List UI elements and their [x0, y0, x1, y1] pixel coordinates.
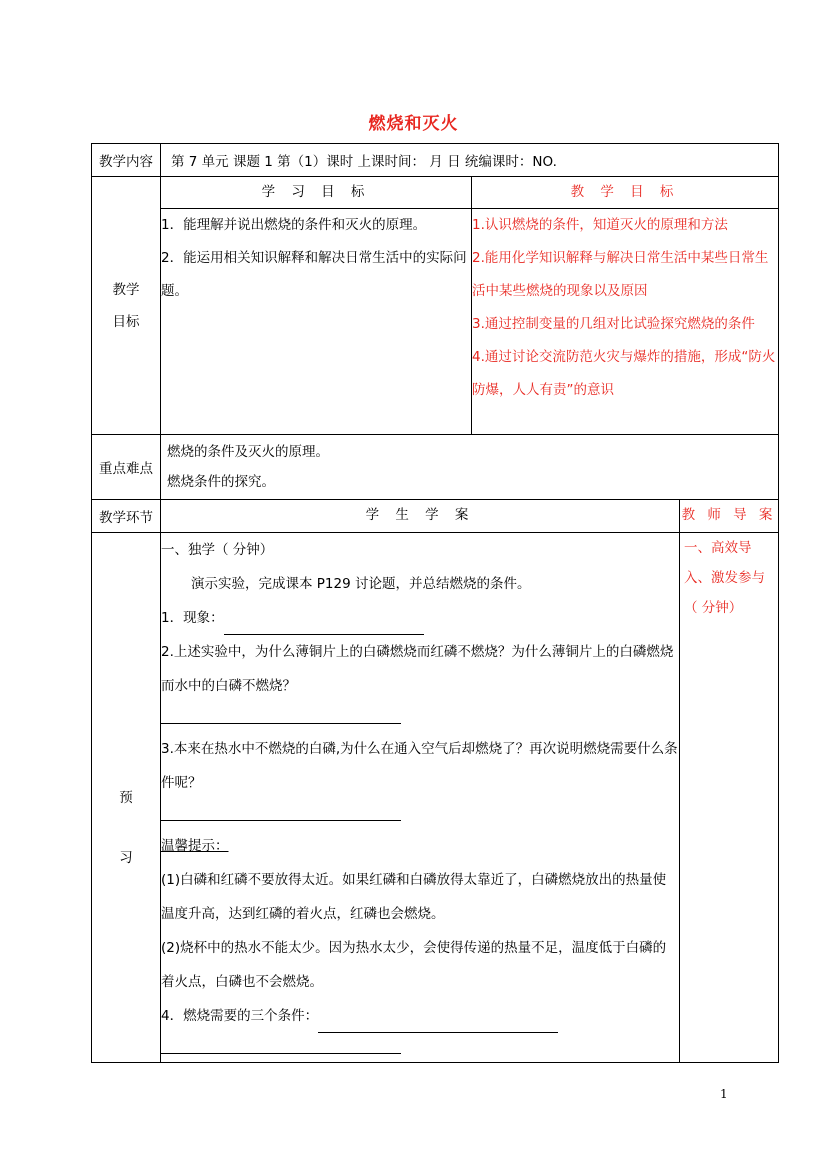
question-3: 3.本来在热水中不燃烧的白磷,为什么在通入空气后却燃烧了？再次说明燃烧需要什么条件呢？	[161, 741, 678, 791]
lesson-table	[91, 143, 779, 1063]
teacher-step-time: （ 分钟）	[684, 600, 743, 616]
tip-1: (1)白磷和红磷不要放得太近。如果红磷和白磷放得太靠近了，白磷燃烧放出的热量使温度升高，达到红磷的着火点，红磷也会燃烧。	[161, 872, 667, 922]
page-title: 燃烧和灭火	[368, 114, 459, 134]
label-preview	[92, 533, 161, 1063]
section-title: 一、独学（ 分钟）	[161, 542, 274, 558]
answer-line-3[interactable]	[161, 800, 401, 821]
teach-goal-3: 3.通过控制变量的几组对比试验探究燃烧的条件	[472, 316, 755, 332]
question-2: 2.上述实验中，为什么薄铜片上的白磷燃烧而红磷不燃烧？为什么薄铜片上的白磷燃烧而水中的白磷不燃烧？	[161, 644, 674, 694]
student-plan-header: 学 生 学 案	[161, 500, 680, 533]
teacher-plan-cell	[680, 533, 779, 1063]
row-preview	[92, 533, 779, 1063]
label-content: 教学内容	[92, 144, 161, 177]
learn-goals-header: 学 习 目 标	[161, 177, 472, 209]
label-key-points: 重点难点	[92, 435, 161, 500]
question-1	[161, 601, 679, 635]
answer-line-1[interactable]	[224, 618, 424, 635]
label-goals	[92, 177, 161, 435]
teach-goals-cell	[472, 209, 779, 435]
row-goal-headers	[92, 177, 779, 209]
row-process-headers	[92, 500, 779, 533]
teach-goal-1: 1.认识燃烧的条件，知道灭火的原理和方法	[472, 217, 728, 233]
tip-2: (2)烧杯中的热水不能太少。因为热水太少，会使得传递的热量不足，温度低于白磷的着火点，白磷也不会燃烧。	[161, 940, 667, 990]
answer-line-4[interactable]	[318, 1016, 558, 1033]
learn-goal-2: 2．能运用相关知识解释和解决日常生活中的实际问题。	[161, 250, 467, 299]
teach-goals-header: 教 学 目 标	[472, 177, 779, 209]
teacher-step-1: 一、高效导入、激发参与	[684, 540, 765, 586]
page-number: 1	[720, 1087, 728, 1101]
tip-title: 温馨提示：	[161, 838, 229, 854]
teach-goal-4: 4.通过讨论交流防范火灾与爆炸的措施，形成“防火防爆，人人有责”的意识	[472, 349, 776, 398]
key-point-1: 燃烧的条件及灭火的原理。	[167, 444, 329, 460]
learn-goal-1: 1．能理解并说出燃烧的条件和灭火的原理。	[161, 217, 427, 233]
question-4-text: 4．燃烧需要的三个条件：	[161, 1008, 319, 1024]
question-1-text: 1．现象：	[161, 610, 224, 626]
label-process: 教学环节	[92, 500, 161, 533]
label-preview-2: 习	[119, 849, 133, 866]
row-key-points	[92, 435, 779, 500]
answer-line-5[interactable]	[161, 1033, 401, 1054]
learn-goals-cell	[161, 209, 472, 435]
label-goals-text: 教学目标	[112, 281, 140, 330]
key-point-2: 燃烧条件的探究。	[167, 474, 275, 490]
student-plan-cell	[161, 533, 680, 1063]
question-4	[161, 999, 679, 1033]
teacher-plan-header: 教 师 导 案	[680, 500, 779, 533]
intro-text: 演示实验，完成课本 P129 讨论题，并总结燃烧的条件。	[191, 576, 531, 592]
label-preview-1: 预	[119, 789, 133, 806]
teach-goal-2: 2.能用化学知识解释与解决日常生活中某些日常生活中某些燃烧的现象以及原因	[472, 250, 769, 299]
row-goals	[92, 209, 779, 435]
key-points-cell	[161, 435, 779, 500]
content-text: 第 7 单元 课题 1 第（1）课时 上课时间： 月 日 统编课时：NO.	[161, 144, 779, 177]
row-content	[92, 144, 779, 177]
answer-line-2[interactable]	[161, 703, 401, 724]
